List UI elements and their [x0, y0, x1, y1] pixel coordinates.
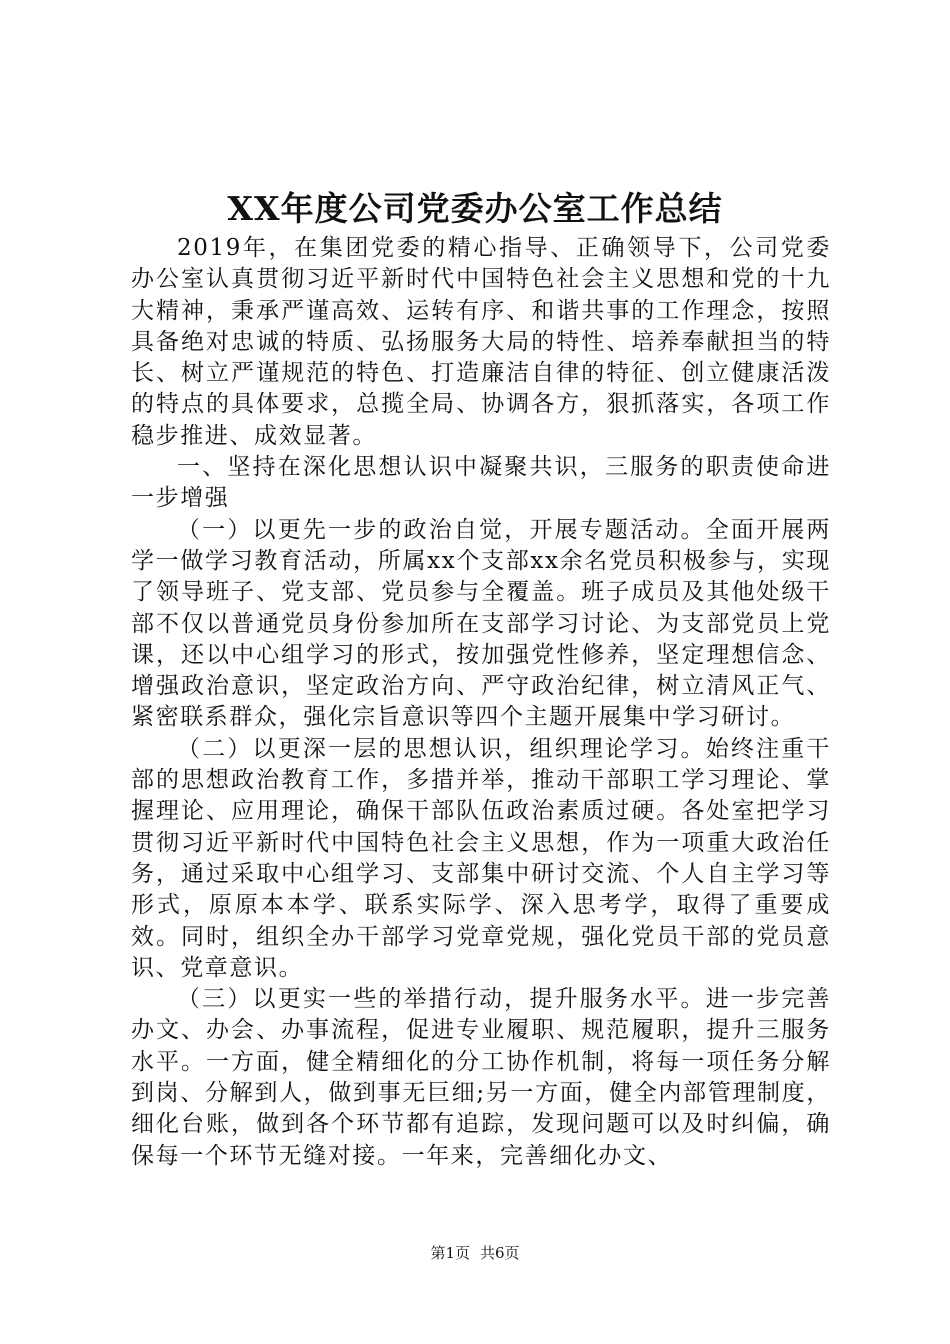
paragraph-sub-3: （三）以更实一些的举措行动，提升服务水平。进一步完善办文、办会、办事流程，促进专业履职、规范履职，提升三服务水平。一方面，健全精细化的分工协作机制，将每一项任务分解到岗、分解到人，做到事无巨细;另一方面，健全内部管理制度，细化台账，做到各个环节都有追踪，发现问题可以及时纠偏，确保每一个环节无缝对接。一年来，完善细化办文、 — [131, 986, 831, 1169]
paragraph-sub-1: （一）以更先一步的政治自觉，开展专题活动。全面开展两学一做学习教育活动，所属xx个支部xx余名党员积极参与，实现了领导班子、党支部、党员参与全覆盖。班子成员及其他处级干部不仅以普通党员身份参加所在支部学习讨论、为支部党员上党课，还以中心组学习的形式，按加强党性修养，坚定理想信念、增强政治意识，坚定政治方向、严守政治纪律，树立清风正气、紧密联系群众，强化宗旨意识等四个主题开展集中学习研讨。 — [131, 516, 831, 731]
page-footer — [0, 1243, 950, 1263]
page-total: 共6页 — [480, 1244, 520, 1262]
paragraph-sub-2: （二）以更深一层的思想认识，组织理论学习。始终注重干部的思想政治教育工作，多措并举，推动干部职工学习理论、掌握理论、应用理论，确保干部队伍政治素质过硬。各处室把学习贯彻习近平新时代中国特色社会主义思想，作为一项重大政治任务，通过采取中心组学习、支部集中研讨交流、个人自主学习等形式，原原本本学、联系实际学、深入思考学，取得了重要成效。同时，组织全办干部学习党章党规，强化党员干部的党员意识、党章意识。 — [131, 735, 831, 981]
section-heading-1: 一、坚持在深化思想认识中凝聚共识，三服务的职责使命进一步增强 — [131, 454, 831, 512]
page-number: 第1页 — [430, 1244, 470, 1262]
document-body — [131, 233, 831, 1172]
document-title: XX年度公司党委办公室工作总结 — [227, 189, 723, 228]
paragraph-intro: 2019年，在集团党委的精心指导、正确领导下，公司党委办公室认真贯彻习近平新时代中国特色社会主义思想和党的十九大精神，秉承严谨高效、运转有序、和谐共事的工作理念，按照具备绝对忠诚的特质、弘扬服务大局的特性、培养奉献担当的特长、树立严谨规范的特色、打造廉洁自律的特征、创立健康活泼的特点的具体要求，总揽全局、协调各方，狠抓落实，各项工作稳步推进、成效显著。 — [131, 235, 831, 449]
